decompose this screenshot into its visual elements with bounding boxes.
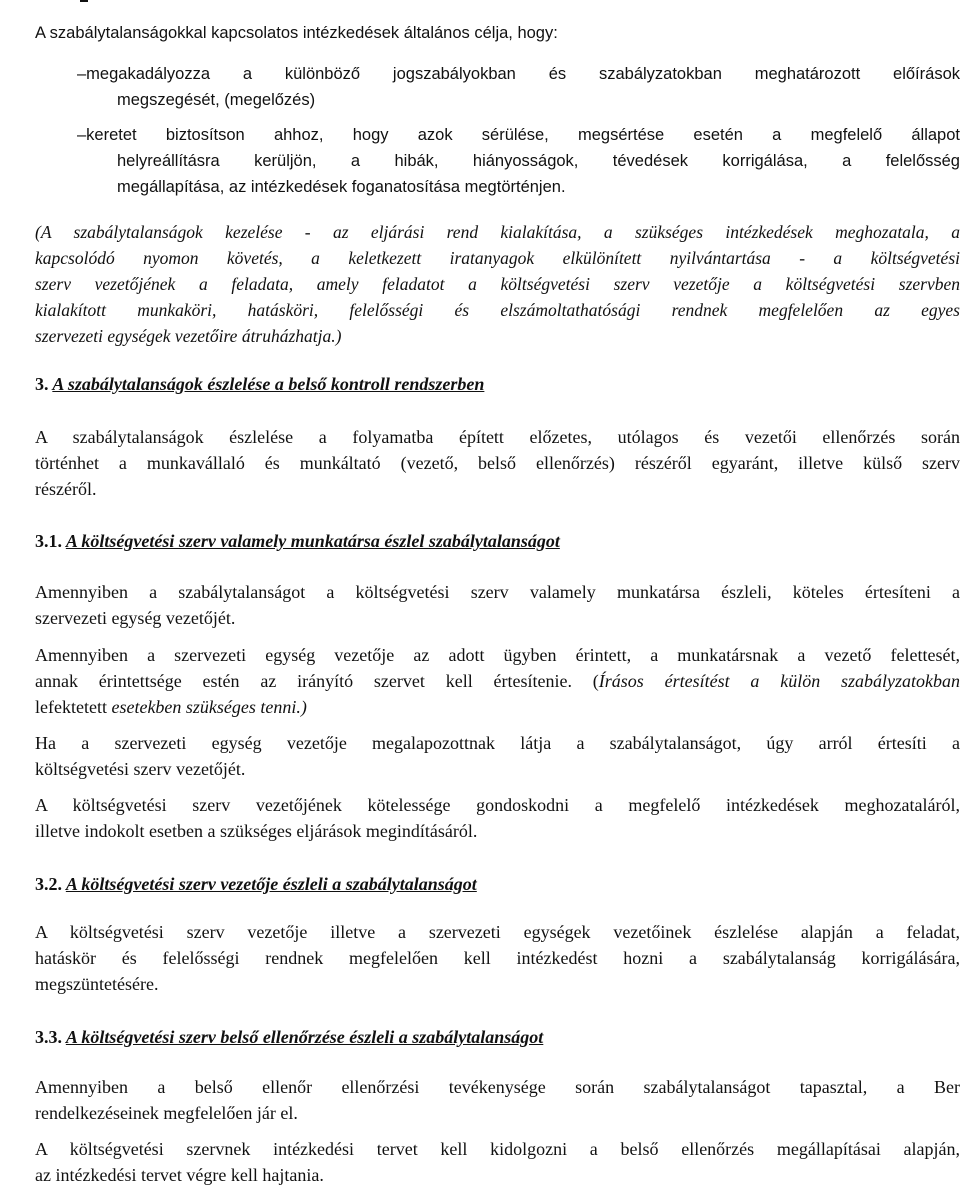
- s31-p2-line-3-b: esetekben szükséges tenni.): [111, 697, 307, 717]
- s3-line-3: részéről.: [35, 479, 97, 499]
- s31-p1-line-2: szervezeti egység vezetőjét.: [35, 608, 236, 628]
- section-3-1-title: A költségvetési szerv valamely munkatársa észlel szabálytalanságot: [65, 531, 560, 551]
- section-3-1-paragraph-3: [35, 730, 960, 782]
- s31-p3-line-2: költségvetési szerv vezetőjét.: [35, 759, 246, 779]
- section-3-1-paragraph-2: [35, 642, 960, 720]
- s3-line-1: A szabálytalanságok észlelése a folyamatba épített előzetes, utólagos és vezetői ellenőrzés során: [35, 427, 960, 447]
- s31-p3-line-1: Ha a szervezeti egység vezetője megalapozottnak látja a szabálytalanságot, úgy arról értesíti a: [35, 733, 960, 753]
- bullet-1-line-2: megszegését, (megelőzés): [117, 91, 316, 109]
- s33-p2-line-2: az intézkedési tervet végre kell hajtania.: [35, 1165, 324, 1185]
- section-3-3-title: A költségvetési szerv belső ellenőrzése észleli a szabálytalanságot: [65, 1027, 544, 1047]
- bullet-2-line-2: helyreállításra kerüljön, a hibák, hiányosságok, tévedések korrigálása, a felelősség: [117, 152, 960, 170]
- section-3-2-paragraph: [35, 919, 960, 997]
- italic-note: [35, 219, 960, 349]
- note-line-4: kialakított munkaköri, hatásköri, felelősségi és elszámoltathatósági rendnek megfelelően az egyes: [35, 300, 960, 320]
- section-3-paragraph: [35, 424, 960, 502]
- s31-p4-line-1: A költségvetési szerv vezetőjének kötelessége gondoskodni a megfelelő intézkedések meghozataláról,: [35, 795, 960, 815]
- s33-p2-line-1: A költségvetési szervnek intézkedési tervet kell kidolgozni a belső ellenőrzés megállapításai alapján,: [35, 1139, 960, 1159]
- s3-line-2: történhet a munkavállaló és munkáltató (vezető, belső ellenőrzés) részéről egyaránt, illetve külső szerv: [35, 453, 960, 473]
- s33-p1-line-2: rendelkezéseinek megfelelően jár el.: [35, 1103, 298, 1123]
- s31-p1-line-1: Amennyiben a szabálytalanságot a költségvetési szerv valamely munkatársa észleli, köteles értesíteni a: [35, 582, 960, 602]
- s31-p2-line-2-b: Írásos értesítést a külön szabályzatokban: [598, 671, 960, 691]
- section-3-1-number: 3.1.: [35, 531, 62, 551]
- s31-p2-line-3-a: lefektetett: [35, 697, 112, 717]
- bullet-2-line-3: megállapítása, az intézkedések foganatosítása megtörténjen.: [117, 178, 566, 196]
- section-3-3-paragraph-2: [35, 1136, 960, 1188]
- section-3-title: A szabálytalanságok észlelése a belső kontroll rendszerben: [52, 374, 485, 394]
- bullet-2-line-1: –keretet biztosítson ahhoz, hogy azok sérülése, megsértése esetén a megfelelő állapot: [77, 126, 960, 144]
- note-line-1: (A szabálytalanságok kezelése - az eljárási rend kialakítása, a szükséges intézkedések meghozatala, a: [35, 222, 960, 242]
- s31-p2-line-1: Amennyiben a szervezeti egység vezetője az adott ügyben érintett, a munkatársnak a vezető felettesét,: [35, 645, 960, 665]
- section-3-3-paragraph-1: [35, 1074, 960, 1126]
- bullet-1-line-1: –megakadályozza a különböző jogszabályokban és szabályzatokban meghatározott előírások: [77, 65, 960, 83]
- bullet-item-2: [77, 122, 960, 200]
- s31-p2-line-2: [35, 668, 960, 694]
- section-3-2-heading: [35, 871, 477, 897]
- note-line-5: szervezeti egységek vezetőire átruházhatja.): [35, 326, 342, 346]
- intro-text: A szabálytalanságokkal kapcsolatos intézkedések általános célja, hogy:: [35, 24, 558, 42]
- intro-paragraph: [35, 20, 960, 46]
- section-3-3-number: 3.3.: [35, 1027, 62, 1047]
- top-mark: [80, 0, 88, 2]
- s31-p2-line-2-a: annak érintettsége estén az irányító szervet kell értesítenie. (: [35, 671, 599, 691]
- s31-p2-line-3: [35, 694, 960, 720]
- s32-line-3: megszüntetésére.: [35, 974, 159, 994]
- s32-line-1: A költségvetési szerv vezetője illetve a szervezeti egységek vezetőinek észlelése alapján a feladat,: [35, 922, 960, 942]
- section-3-3-heading: [35, 1024, 543, 1050]
- bullet-item-1: [77, 61, 960, 113]
- section-3-2-title: A költségvetési szerv vezetője észleli a szabálytalanságot: [65, 874, 477, 894]
- s33-p1-line-1: Amennyiben a belső ellenőr ellenőrzési tevékenysége során szabálytalanságot tapasztal, a Ber: [35, 1077, 960, 1097]
- section-3-number: 3.: [35, 374, 49, 394]
- s31-p4-line-2: illetve indokolt esetben a szükséges eljárások megindításáról.: [35, 821, 478, 841]
- section-3-2-number: 3.2.: [35, 874, 62, 894]
- s32-line-2: hatáskör és felelősségi rendnek megfelelően kell intézkedést hozni a szabálytalanság korrigálására,: [35, 948, 960, 968]
- section-3-1-paragraph-4: [35, 792, 960, 844]
- note-line-2: kapcsolódó nyomon követés, a keletkezett iratanyagok elkülönített nyilvántartása - a költségvetési: [35, 248, 960, 268]
- section-3-heading: [35, 371, 484, 397]
- note-line-3: szerv vezetőjének a feladata, amely feladatot a költségvetési szerv vezetője a költségvetési szervben: [35, 274, 960, 294]
- section-3-1-heading: [35, 528, 560, 554]
- section-3-1-paragraph-1: [35, 579, 960, 631]
